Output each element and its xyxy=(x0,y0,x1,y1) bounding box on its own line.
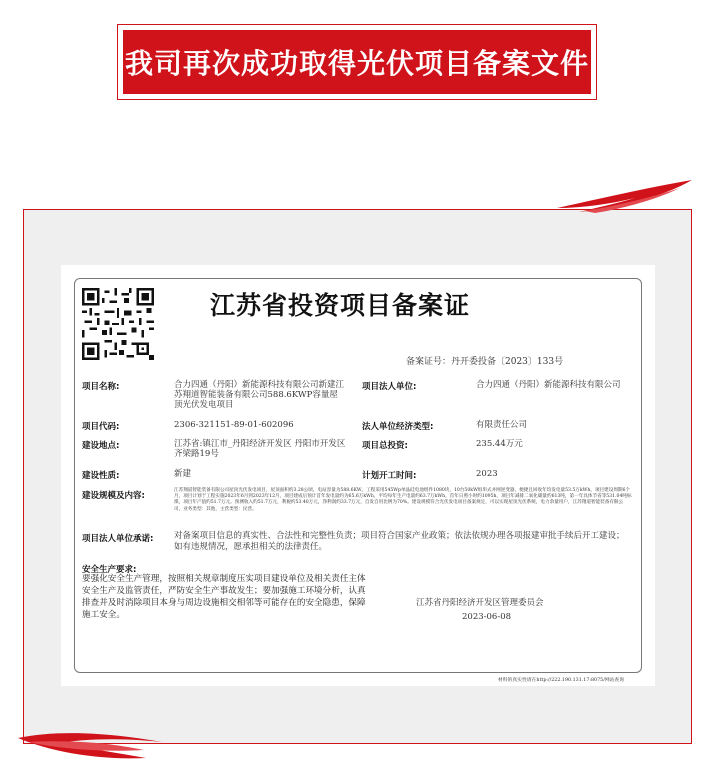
value-total-investment: 235.44万元 xyxy=(476,439,523,449)
qr-code-icon xyxy=(82,288,154,360)
value-commitment: 对备案项目信息的真实性、合法性和完整性负责；项目符合国家产业政策；依法依规办理各项报建审批手续后开工建设；如有违规情况，愿承担相关的法律责任。 xyxy=(174,531,625,552)
label-start-time: 计划开工时间: xyxy=(362,471,417,481)
issuer-name: 江苏省丹阳经济开发区管理委员会 xyxy=(416,598,544,608)
label-nature: 建设性质: xyxy=(82,471,120,481)
value-nature: 新建 xyxy=(174,469,192,479)
label-location: 建设地点: xyxy=(82,441,120,451)
certificate-title: 江苏省投资项目备案证 xyxy=(209,291,470,320)
label-project-name: 项目名称: xyxy=(82,382,120,392)
value-economic-type: 有限责任公司 xyxy=(476,420,528,430)
label-project-code: 项目代码: xyxy=(82,422,120,432)
label-legal-unit: 项目法人单位: xyxy=(362,382,417,392)
label-total-investment: 项目总投资: xyxy=(362,441,408,451)
value-legal-unit: 合力四通（丹阳）新能源科技有限公司 xyxy=(476,380,621,390)
value-scale: 江苏翔道智能装备有限公司屋顶光伏发电项目，屋顶面积约3.28公顷，电站容量为588.6KW，工程采用545Wp单晶硅电池组件1080块，10台50kW组串式并网逆变器，便捷且回收年均发电量53.5万kWh，项目建设周期6个月，项目计划于工程实施2023年6月到2023年12月，项目建成后预计首年发电量约为65.6万kWh，平均每年生产电量约63.7万kWh，首年日照小时约1095h，项目年减排二氧化碳量约613吨，第一年具体节省等531.04吨标煤，项目年产值约51.7万元。预测收入约51.7万元，利税约53.40万元，净利润约33.7万元，自发自用比例为70%。建设规模符合光伏发电项目备案规定，可以实现屋顶光伏系统，电力余量用户，江苏翔道智能装备有限公司，业务类型：其他，主营类型：民营。 xyxy=(174,488,632,512)
value-start-time: 2023 xyxy=(476,469,498,479)
banner-title: 我司再次成功取得光伏项目备案文件 xyxy=(124,47,589,80)
label-safety: 安全生产要求: xyxy=(82,565,137,575)
value-location: 江苏省:镇江市_丹阳经济开发区 丹阳市开发区齐梁路19号 xyxy=(174,439,346,459)
value-project-code: 2306-321151-89-01-602096 xyxy=(174,420,294,430)
label-scale: 建设规模及内容: xyxy=(82,491,145,501)
record-number: 备案证号：丹开委投备〔2023〕133号 xyxy=(406,357,564,367)
title-banner xyxy=(123,30,591,94)
verification-note: 材料的真实性请在http://222.190.131.17:8075/网站查询 xyxy=(498,678,625,683)
value-safety: 要强化安全生产管理，按照相关规章制度压实项目建设单位及相关责任主体安全生产及监管责任，严防安全生产事故发生；要加强施工环境分析，认真排查并及时消除项目本身与周边设施相交相邻等可能存在的安全隐患，保障施工安全。 xyxy=(82,574,366,620)
label-commitment: 项目法人单位承诺: xyxy=(82,534,154,544)
swoosh-bottom-left-icon xyxy=(16,728,164,762)
label-economic-type: 法人单位经济类型: xyxy=(362,422,434,432)
issue-date: 2023-06-08 xyxy=(462,612,512,622)
swoosh-top-right-icon xyxy=(555,178,695,214)
value-project-name: 合力四通（丹阳）新能源科技有限公司新建江苏翔道智能装备有限公司588.6KWP容量屋顶光伏发电项目 xyxy=(174,380,345,410)
